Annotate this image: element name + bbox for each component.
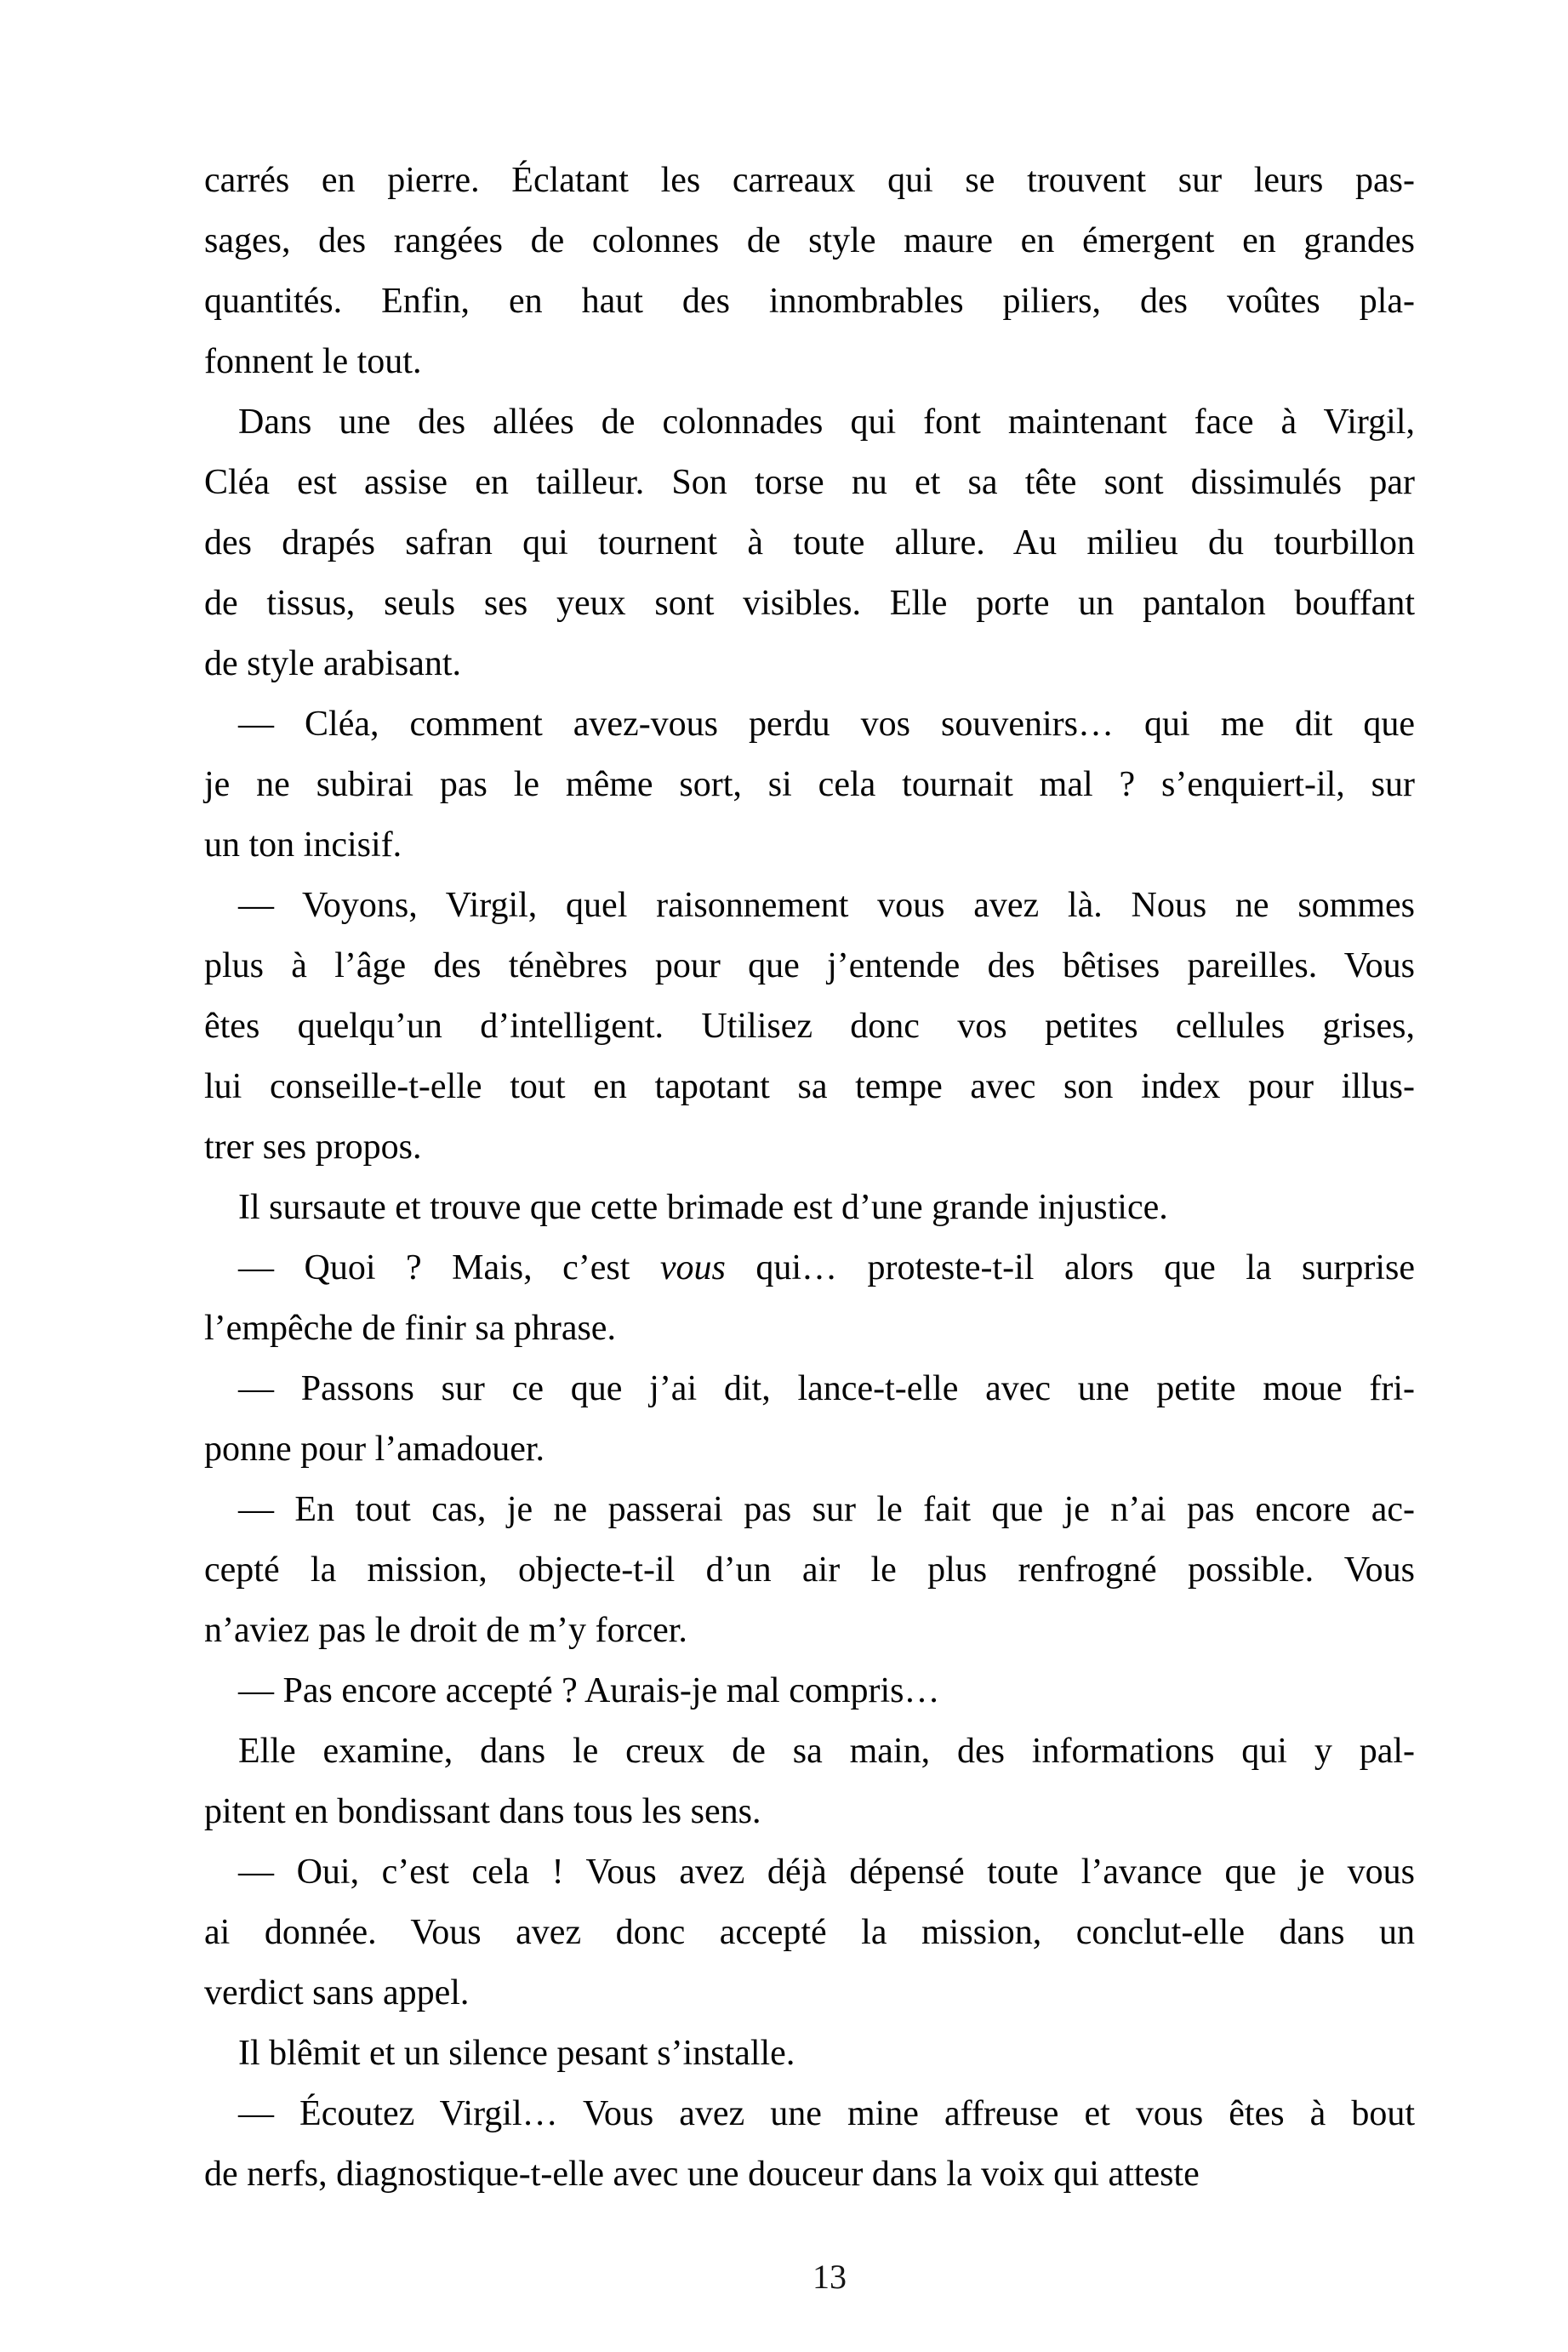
- text-line: verdict sans appel.: [204, 1973, 470, 2012]
- text-line: un ton incisif.: [204, 825, 402, 865]
- text-line: fonnent le tout.: [204, 342, 422, 381]
- text-line: Cléa est assise en tailleur. Son torse nu et sa tête sont dissimulés par: [204, 463, 1415, 502]
- page-text: [204, 151, 1415, 2205]
- text-line: êtes quelqu’un d’intelligent. Utilisez donc vos petites cellules grises,: [204, 1007, 1415, 1046]
- text-line: de tissus, seuls ses yeux sont visibles. Elle porte un pantalon bouffant: [204, 584, 1415, 623]
- text-line: lui conseille-t-elle tout en tapotant sa tempe avec son index pour illus-: [204, 1067, 1415, 1106]
- text-line: sages, des rangées de colonnes de style maure en émergent en grandes: [204, 221, 1415, 260]
- text-line: — Cléa, comment avez-vous perdu vos souvenirs… qui me dit que: [238, 705, 1415, 744]
- text-line: de style arabisant.: [204, 644, 462, 683]
- text-line: Elle examine, dans le creux de sa main, des informations qui y pal-: [238, 1732, 1415, 1771]
- text-line: l’empêche de finir sa phrase.: [204, 1309, 616, 1348]
- text-line: plus à l’âge des ténèbres pour que j’entende des bêtises pareilles. Vous: [204, 946, 1415, 985]
- text-line: quantités. Enfin, en haut des innombrables piliers, des voûtes pla-: [204, 282, 1415, 321]
- text-line: — Quoi ? Mais, c’est vous qui… proteste-t-il alors que la surprise: [238, 1248, 1415, 1287]
- text-line: pitent en bondissant dans tous les sens.: [204, 1792, 761, 1831]
- text-line: je ne subirai pas le même sort, si cela tournait mal ? s’enquiert-il, sur: [204, 765, 1415, 804]
- text-line: Il blêmit et un silence pesant s’installe.: [238, 2034, 795, 2073]
- text-line: cepté la mission, objecte-t-il d’un air le plus renfrogné possible. Vous: [204, 1550, 1415, 1590]
- text-line: — Pas encore accepté ? Aurais-je mal compris…: [238, 1671, 940, 1710]
- text-line: — Voyons, Virgil, quel raisonnement vous avez là. Nous ne sommes: [238, 886, 1415, 925]
- text-line: — Passons sur ce que j’ai dit, lance-t-elle avec une petite moue fri-: [238, 1369, 1415, 1408]
- text-line: trer ses propos.: [204, 1127, 422, 1167]
- text-line: ponne pour l’amadouer.: [204, 1430, 545, 1469]
- text-line: de nerfs, diagnostique-t-elle avec une douceur dans la voix qui atteste: [204, 2155, 1200, 2194]
- text-line: Il sursaute et trouve que cette brimade est d’une grande injustice.: [238, 1188, 1168, 1227]
- text-line: carrés en pierre. Éclatant les carreaux qui se trouvent sur leurs pas-: [204, 161, 1415, 200]
- text-line: n’aviez pas le droit de m’y forcer.: [204, 1611, 687, 1650]
- text-line: — Oui, c’est cela ! Vous avez déjà dépensé toute l’avance que je vous: [238, 1852, 1415, 1892]
- text-line: — Écoutez Virgil… Vous avez une mine affreuse et vous êtes à bout: [238, 2094, 1415, 2133]
- text-line: — En tout cas, je ne passerai pas sur le fait que je n’ai pas encore ac-: [238, 1490, 1415, 1529]
- text-line: Dans une des allées de colonnades qui font maintenant face à Virgil,: [238, 402, 1415, 442]
- text-line: des drapés safran qui tournent à toute allure. Au milieu du tourbillon: [204, 523, 1415, 562]
- italic-text: vous: [659, 1248, 726, 1287]
- text-line: ai donnée. Vous avez donc accepté la mission, conclut-elle dans un: [204, 1913, 1415, 1952]
- page-number: 13: [813, 2258, 847, 2296]
